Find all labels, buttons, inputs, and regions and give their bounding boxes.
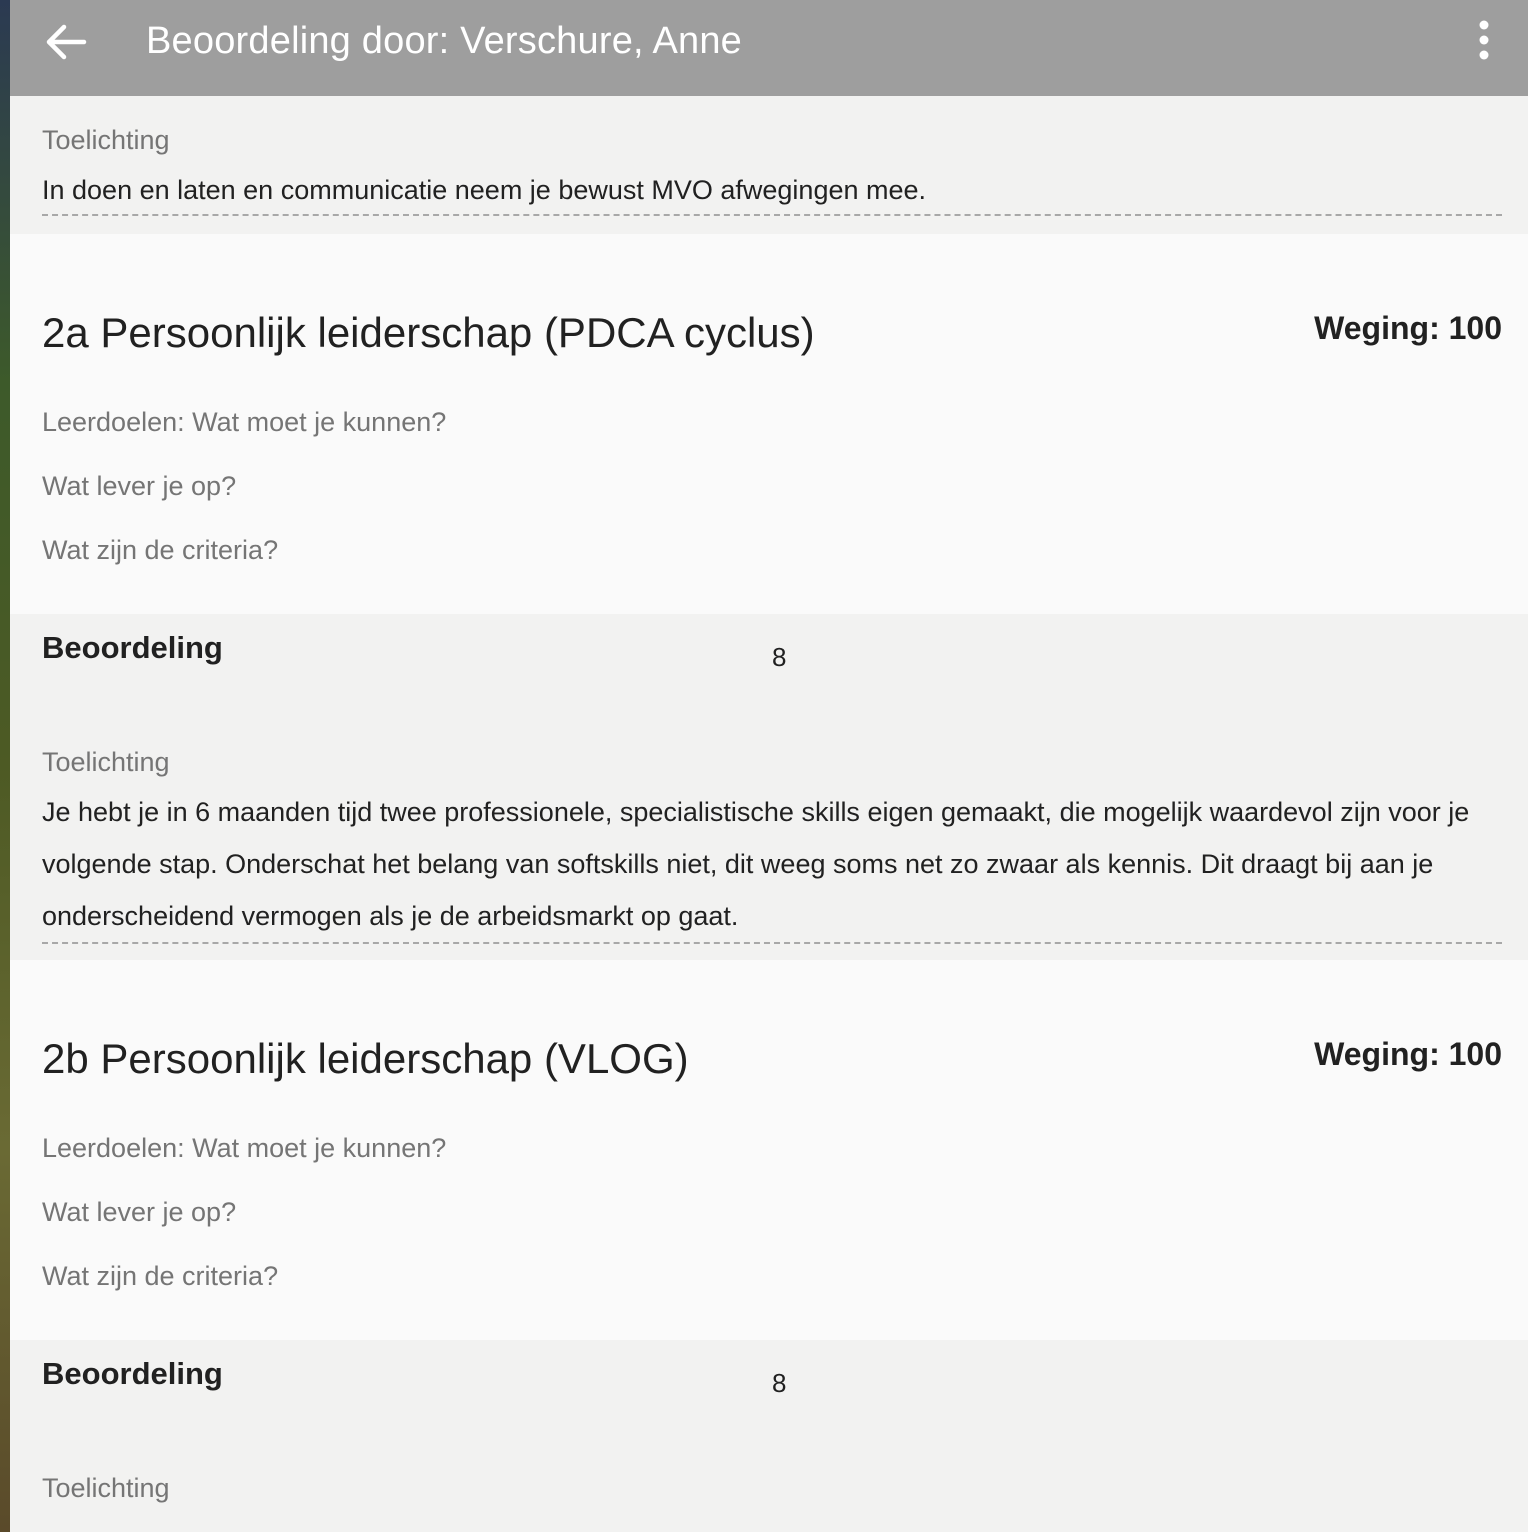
score-value: 8 — [772, 1368, 787, 1398]
intro-toelichting-block — [10, 96, 1528, 234]
divider — [42, 214, 1502, 216]
section-title: 2a Persoonlijk leiderschap (PDCA cyclus) — [42, 309, 815, 356]
arrow-left-icon — [44, 22, 88, 62]
beoordeling-label: Beoordeling — [42, 630, 223, 665]
section-title: 2b Persoonlijk leiderschap (VLOG) — [42, 1035, 689, 1082]
toelichting-text: Je hebt je in 6 maanden tijd twee professionele, specialistische skills eigen gemaakt, die mogelijk waardevol zijn voor je volgende stap. Onderschat het belang van softskills niet, dit weeg soms net zo zwaar als kennis. Dit draagt bij aan je onderscheidend vermogen als je de arbeidsmarkt op gaat. — [42, 797, 1470, 931]
question-criteria: Wat zijn de criteria? — [42, 535, 279, 565]
question-leerdoelen: Leerdoelen: Wat moet je kunnen? — [42, 1133, 447, 1163]
page-title: Beoordeling door: Verschure, Anne — [146, 20, 743, 62]
beoordeling-label: Beoordeling — [42, 1356, 223, 1391]
beoordeling-block — [10, 1340, 1528, 1532]
question-criteria: Wat zijn de criteria? — [42, 1261, 279, 1291]
toelichting-label: Toelichting — [42, 1473, 170, 1503]
question-leerdoelen: Leerdoelen: Wat moet je kunnen? — [42, 407, 447, 437]
weging-value: Weging: 100 — [1314, 310, 1502, 346]
question-oplevering: Wat lever je op? — [42, 1197, 237, 1227]
assessment-content[interactable] — [10, 96, 1528, 1532]
question-oplevering: Wat lever je op? — [42, 471, 237, 501]
app-bar — [10, 0, 1528, 96]
beoordeling-block — [10, 614, 1528, 960]
back-button[interactable] — [44, 22, 88, 62]
toelichting-label: Toelichting — [42, 125, 170, 155]
score-value: 8 — [772, 642, 787, 672]
toelichting-text: In doen en laten en communicatie neem je bewust MVO afwegingen mee. — [42, 175, 927, 205]
more-vertical-icon — [1464, 18, 1504, 62]
weging-value: Weging: 100 — [1314, 1036, 1502, 1072]
more-options-button[interactable] — [1464, 18, 1504, 62]
divider — [42, 942, 1502, 944]
toelichting-label: Toelichting — [42, 747, 170, 777]
